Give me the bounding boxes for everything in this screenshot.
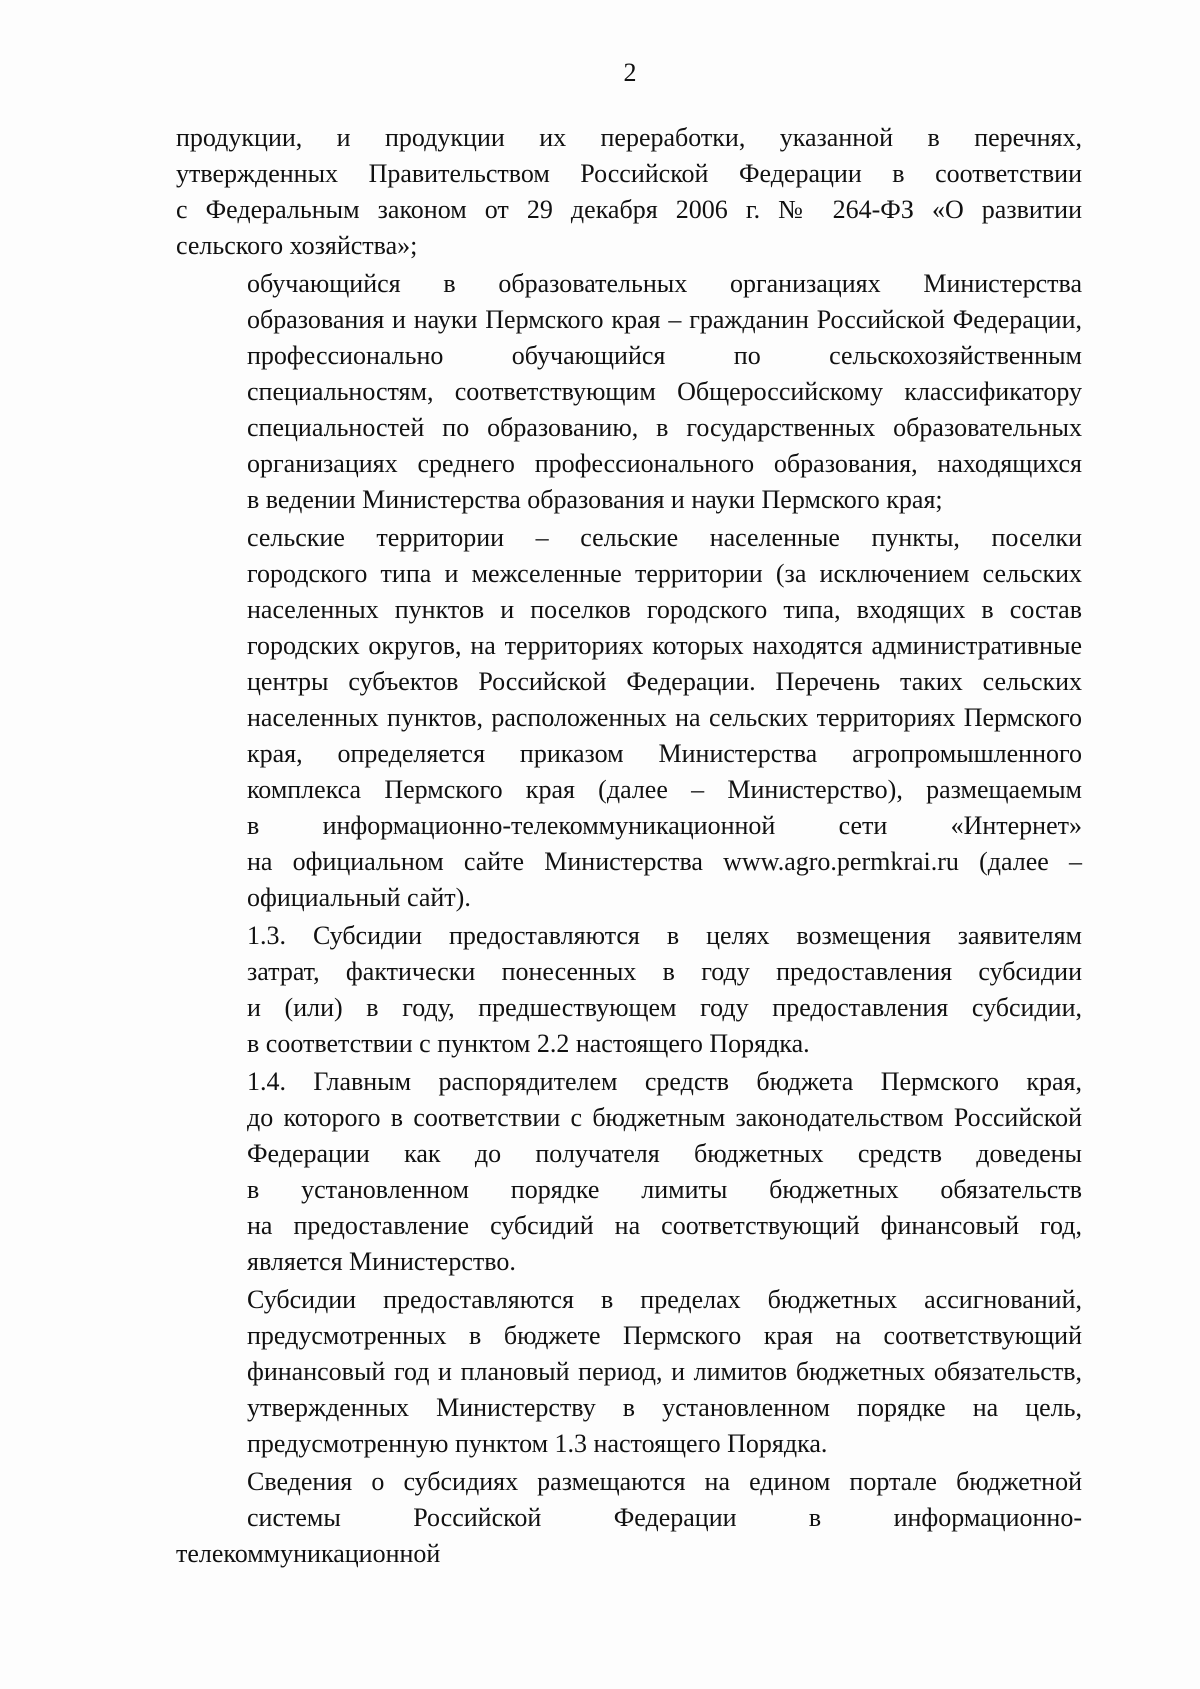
text-line: комплекса Пермского края (далее – Министерство), размещаемым xyxy=(247,775,1082,804)
paragraph xyxy=(176,520,1082,916)
text-line: населенных пунктов и поселков городского типа, входящих в состав xyxy=(247,595,1082,624)
text-line: до которого в соответствии с бюджетным законодательством Российской xyxy=(247,1103,1082,1132)
text-line: сельского хозяйства»; xyxy=(176,231,418,260)
text-line: утвержденных Правительством Российской Федерации в соответствии xyxy=(176,159,1082,188)
text-line: затрат, фактически понесенных в году предоставления субсидии xyxy=(247,957,1082,986)
text-line: 1.4. Главным распорядителем средств бюджета Пермского края, xyxy=(247,1067,1082,1096)
text-line: предусмотренную пунктом 1.3 настоящего Порядка. xyxy=(247,1429,828,1458)
paragraph xyxy=(176,120,1082,264)
text-line: в информационно-телекоммуникационной сети «Интернет» xyxy=(247,811,1082,840)
text-line: в ведении Министерства образования и науки Пермского края; xyxy=(247,485,943,514)
text-line: 1.3. Субсидии предоставляются в целях возмещения заявителям xyxy=(247,921,1082,950)
document-body xyxy=(176,120,1082,1574)
text-line: на предоставление субсидий на соответствующий финансовый год, xyxy=(247,1211,1082,1240)
text-line: продукции, и продукции их переработки, указанной в перечнях, xyxy=(176,123,1082,152)
text-line: официальный сайт). xyxy=(247,883,471,912)
text-line: Субсидии предоставляются в пределах бюджетных ассигнований, xyxy=(247,1285,1082,1314)
paragraph xyxy=(176,1464,1082,1572)
text-line: и (или) в году, предшествующем году предоставления субсидии, xyxy=(247,993,1082,1022)
paragraph xyxy=(176,918,1082,1062)
page-number: 2 xyxy=(623,58,637,87)
text-line: края, определяется приказом Министерства агропромышленного xyxy=(247,739,1082,768)
text-line: финансовый год и плановый период, и лимитов бюджетных обязательств, xyxy=(247,1357,1082,1386)
text-line: утвержденных Министерству в установленном порядке на цель, xyxy=(247,1393,1082,1422)
text-line: специальностей по образованию, в государственных образовательных xyxy=(247,413,1082,442)
text-line: обучающийся в образовательных организациях Министерства xyxy=(247,269,1082,298)
text-line: системы Российской Федерации в информационно-телекоммуникационной xyxy=(176,1503,1082,1568)
text-line: предусмотренных в бюджете Пермского края на соответствующий xyxy=(247,1321,1082,1350)
text-line: на официальном сайте Министерства www.agro.permkrai.ru (далее – xyxy=(247,847,1082,876)
text-line: Сведения о субсидиях размещаются на едином портале бюджетной xyxy=(247,1467,1082,1496)
text-line: центры субъектов Российской Федерации. Перечень таких сельских xyxy=(247,667,1082,696)
text-line: в соответствии с пунктом 2.2 настоящего Порядка. xyxy=(247,1029,810,1058)
text-line: сельские территории – сельские населенные пункты, поселки xyxy=(247,523,1082,552)
text-line: профессионально обучающийся по сельскохозяйственным xyxy=(247,341,1082,370)
text-line: Федерации как до получателя бюджетных средств доведены xyxy=(247,1139,1082,1168)
text-line: с Федеральным законом от 29 декабря 2006 г. № 264-ФЗ «О развитии xyxy=(176,195,1082,224)
text-line: населенных пунктов, расположенных на сельских территориях Пермского xyxy=(247,703,1082,732)
paragraph xyxy=(176,1064,1082,1280)
text-line: является Министерство. xyxy=(247,1247,516,1276)
text-line: в установленном порядке лимиты бюджетных обязательств xyxy=(247,1175,1082,1204)
text-line: городских округов, на территориях которых находятся административные xyxy=(247,631,1082,660)
text-line: организациях среднего профессионального образования, находящихся xyxy=(247,449,1082,478)
text-line: городского типа и межселенные территории (за исключением сельских xyxy=(247,559,1082,588)
text-line: специальностям, соответствующим Общероссийскому классификатору xyxy=(247,377,1082,406)
paragraph xyxy=(176,266,1082,518)
text-line: образования и науки Пермского края – гражданин Российской Федерации, xyxy=(247,305,1082,334)
paragraph xyxy=(176,1282,1082,1462)
